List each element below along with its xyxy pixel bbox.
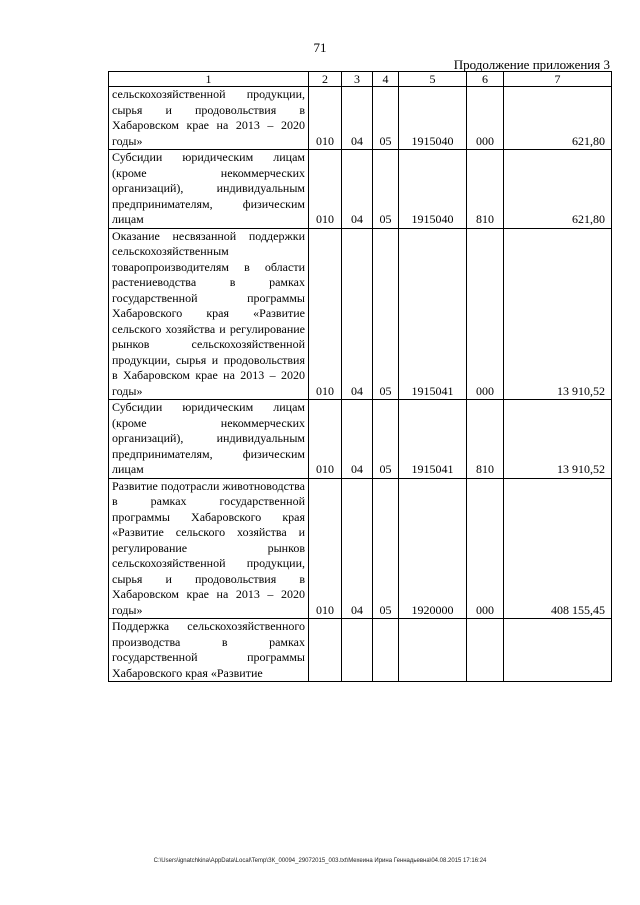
budget-table <box>108 71 612 682</box>
row-code-5: 1915041 <box>399 228 467 400</box>
row-code-4: 05 <box>373 400 399 479</box>
row-code-6: 810 <box>467 150 504 229</box>
row-code-3: 04 <box>342 150 373 229</box>
row-description: Субсидии юридическим лицам (кроме некоммерческих организаций), индивидуальным предпринимателям, физическим лицам <box>109 150 309 229</box>
footer-file-path: C:\Users\ignatchkina\AppData\Local\Temp\ЗК_00094_29072015_003.txt\Мехеина Ирина Геннадьевна\04.08.2015 17:16:24 <box>153 858 487 864</box>
row-description: Развитие подотрасли животноводства в рамках государственной программы Хабаровского края «Развитие сельского хозяйства и регулирование рынков сельскохозяйственной продукции, сырья и продовольствия в Хабаровском крае на 2013 – 2020 годы» <box>109 478 309 619</box>
table-row <box>109 478 612 619</box>
row-code-6: 810 <box>467 400 504 479</box>
row-amount: 408 155,45 <box>504 478 612 619</box>
row-description: Оказание несвязанной поддержки сельскохозяйственным товаропроизводителям в области растениеводства в рамках государственной программы Хабаровского края «Развитие сельского хозяйства и регулирование рынков сельскохозяйственной продукции, сырья и продовольствия в Хабаровском крае на 2013 – 2020 годы» <box>109 228 309 400</box>
row-code-4: 05 <box>373 478 399 619</box>
row-amount: 621,80 <box>504 87 612 150</box>
row-amount: 13 910,52 <box>504 228 612 400</box>
row-code-4 <box>373 619 399 682</box>
row-code-3: 04 <box>342 400 373 479</box>
row-code-2: 010 <box>309 228 342 400</box>
row-code-2: 010 <box>309 478 342 619</box>
row-code-3: 04 <box>342 87 373 150</box>
table-row <box>109 228 612 400</box>
row-code-3 <box>342 619 373 682</box>
table-row <box>109 619 612 682</box>
header-col-6: 6 <box>467 72 504 87</box>
row-code-2: 010 <box>309 87 342 150</box>
row-code-5 <box>399 619 467 682</box>
row-description: Поддержка сельскохозяйственного производства в рамках государственной программы Хабаровского края «Развитие <box>109 619 309 682</box>
row-code-3: 04 <box>342 478 373 619</box>
continuation-label: Продолжение приложения 3 <box>453 57 610 72</box>
page-number: 71 <box>313 40 327 55</box>
row-code-4: 05 <box>373 228 399 400</box>
row-code-6: 000 <box>467 87 504 150</box>
row-code-5: 1915040 <box>399 87 467 150</box>
row-description: сельскохозяйственной продукции, сырья и продовольствия в Хабаровском крае на 2013 – 2020 годы» <box>109 87 309 150</box>
row-code-4: 05 <box>373 150 399 229</box>
row-description: Субсидии юридическим лицам (кроме некоммерческих организаций), индивидуальным предпринимателям, физическим лицам <box>109 400 309 479</box>
header-row <box>109 72 612 87</box>
row-amount <box>504 619 612 682</box>
header-col-1: 1 <box>109 72 309 87</box>
row-code-2: 010 <box>309 400 342 479</box>
row-amount: 621,80 <box>504 150 612 229</box>
row-code-2 <box>309 619 342 682</box>
table-row <box>109 400 612 479</box>
row-amount: 13 910,52 <box>504 400 612 479</box>
header-col-2: 2 <box>309 72 342 87</box>
row-code-6: 000 <box>467 478 504 619</box>
table-row <box>109 150 612 229</box>
row-code-4: 05 <box>373 87 399 150</box>
header-col-5: 5 <box>399 72 467 87</box>
row-code-5: 1915040 <box>399 150 467 229</box>
header-col-4: 4 <box>373 72 399 87</box>
table-row <box>109 87 612 150</box>
header-col-3: 3 <box>342 72 373 87</box>
row-code-5: 1915041 <box>399 400 467 479</box>
row-code-6 <box>467 619 504 682</box>
header-col-7: 7 <box>504 72 612 87</box>
row-code-5: 1920000 <box>399 478 467 619</box>
row-code-2: 010 <box>309 150 342 229</box>
row-code-3: 04 <box>342 228 373 400</box>
row-code-6: 000 <box>467 228 504 400</box>
